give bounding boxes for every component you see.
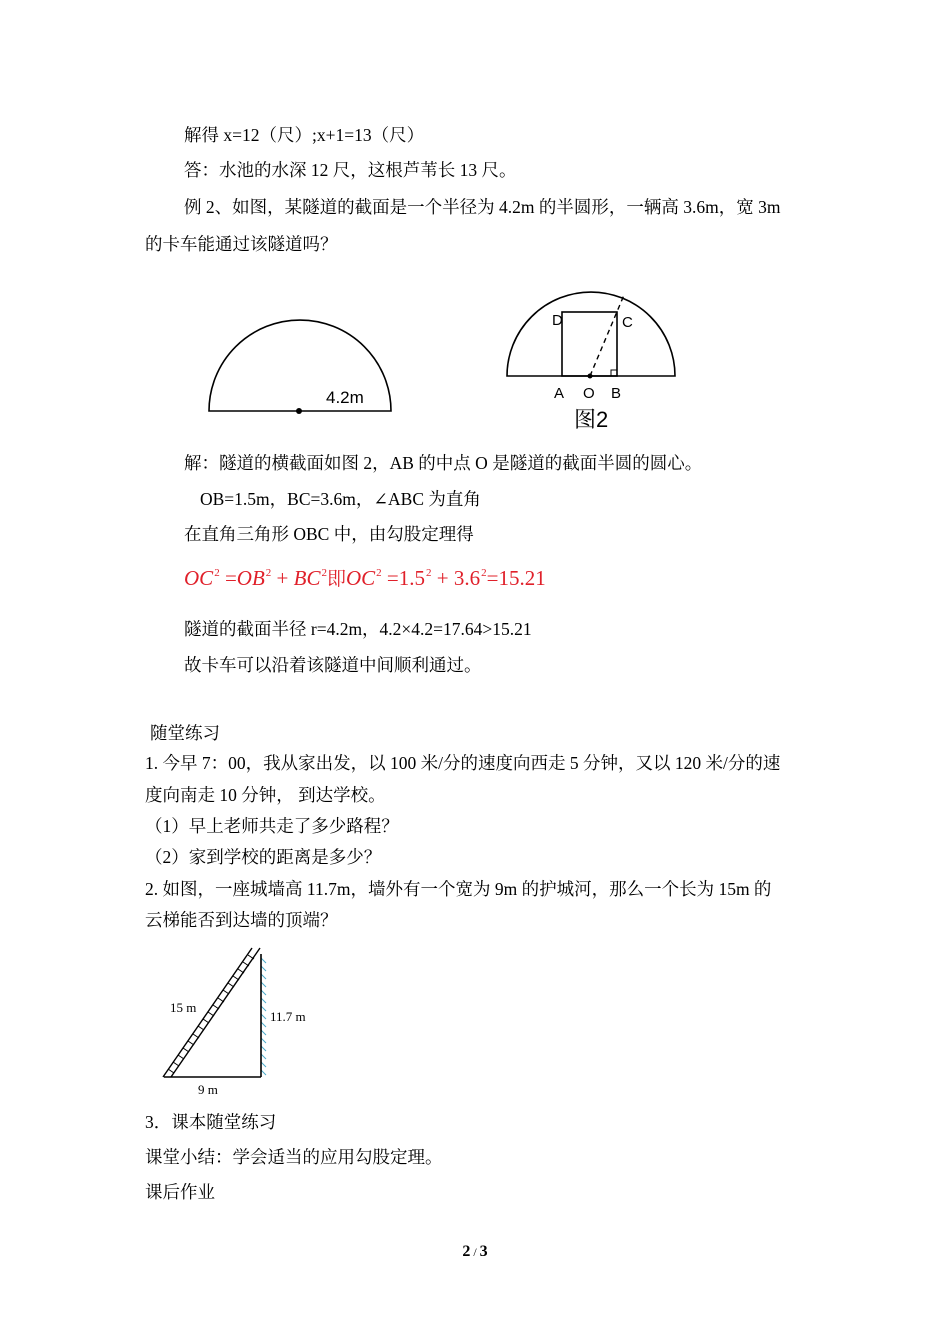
tunnel-figure-2 <box>500 285 685 435</box>
solution2-line4: 隧道的截面半径 r=4.2m，4.2×4.2=17.64>15.21 <box>184 619 532 639</box>
example2-line2: 的卡车能通过该隧道吗？ <box>145 234 338 254</box>
exercise2-line2: 云梯能否到达墙的顶端？ <box>145 910 338 930</box>
truck-rectangle <box>562 312 617 376</box>
figure-caption: 图2 <box>574 407 609 432</box>
wall-label: 11.7 m <box>270 1009 306 1024</box>
summary-line: 课堂小结：学会适当的应用勾股定理。 <box>145 1147 443 1167</box>
label-d: D <box>552 312 563 329</box>
solution2-line2: OB=1.5m，BC=3.6m，∠ABC 为直角 <box>200 489 481 509</box>
solution-line: 解得 x=12（尺）;x+1=13（尺） <box>184 125 425 145</box>
exercise3-line: 3．课本随堂练习 <box>145 1112 277 1132</box>
label-c: C <box>622 314 633 331</box>
page-number: 2 / 3 <box>462 1243 488 1260</box>
answer-line: 答：水池的水深 12 尺，这根芦苇长 13 尺。 <box>184 160 517 180</box>
semicircle-figure <box>200 305 400 415</box>
right-angle-mark <box>611 370 617 376</box>
river-label: 9 m <box>198 1082 218 1097</box>
exercise1-line1: 1. 今早 7：00，我从家出发，以 100 米/分的速度向西走 5 分钟，又以 120 米/分的速 <box>145 753 781 773</box>
section-heading: 随堂练习 <box>150 723 220 743</box>
exercise1-q1: （1）早上老师共走了多少路程？ <box>145 816 399 836</box>
radius-label: 4.2m <box>326 388 364 407</box>
point-o <box>588 374 593 379</box>
pythagoras-equation: $OC^2 =OB^2 + BC^2$即$OC^2 =1.5^2 + 3.6^2=15.21$ <box>184 566 546 590</box>
center-point <box>296 408 302 414</box>
exercise1-line2: 度向南走 10 分钟， 到达学校。 <box>145 785 386 805</box>
example2-line1: 例 2、如图，某隧道的截面是一个半径为 4.2m 的半圆形，一辆高 3.6m，宽 3m <box>184 197 781 217</box>
tunnel-semicircle <box>507 292 675 376</box>
solution2-line3: 在直角三角形 OBC 中，由勾股定理得 <box>184 524 474 544</box>
exercise2-line1: 2. 如图，一座城墙高 11.7m，墙外有一个宽为 9m 的护城河，那么一个长为 15m 的 <box>145 879 772 899</box>
radius-oc-line <box>590 295 624 376</box>
label-o: O <box>583 385 595 402</box>
homework-line: 课后作业 <box>145 1182 215 1202</box>
ladder-wall-figure <box>160 940 330 1100</box>
ladder-label: 15 m <box>170 1000 197 1015</box>
label-b: B <box>611 385 622 402</box>
label-a: A <box>554 385 565 402</box>
solution2-conclusion: 故卡车可以沿着该隧道中间顺利通过。 <box>184 655 482 675</box>
exercise1-q2: （2）家到学校的距离是多少？ <box>145 847 382 867</box>
solution2-line1: 解：隧道的横截面如图 2，AB 的中点 O 是隧道的截面半圆的圆心。 <box>184 453 703 473</box>
